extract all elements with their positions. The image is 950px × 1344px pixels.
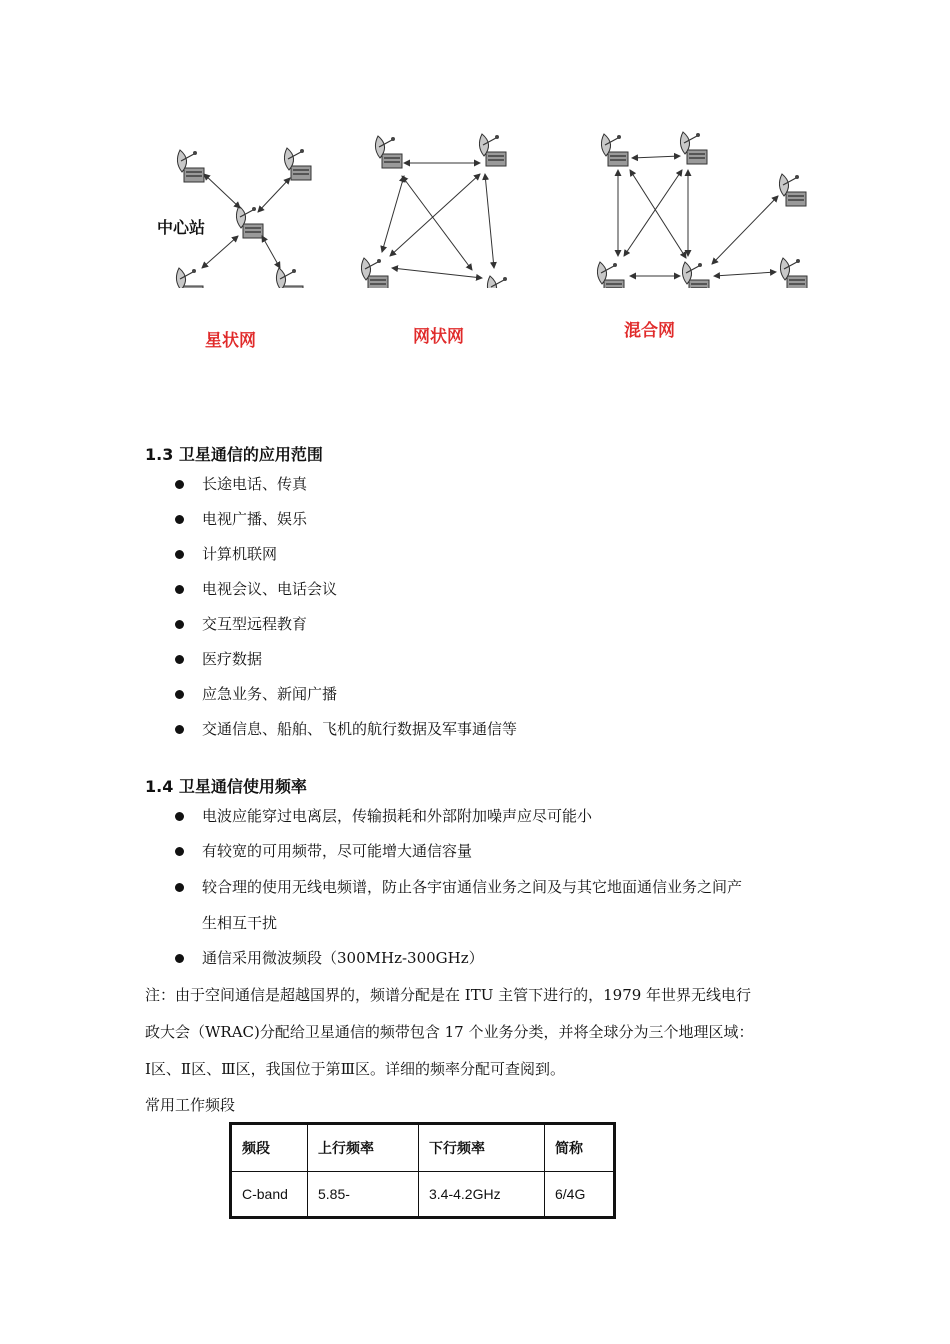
table-cell: 3.4-4.2GHz: [419, 1172, 545, 1218]
note-line-1: 注：由于空间通信是超越国界的，频谱分配是在 ITU 主管下进行的，1979 年世界无线电行: [145, 986, 752, 1004]
note-line-3: Ⅰ区、Ⅱ区、Ⅲ区，我国位于第Ⅲ区。详细的频率分配可查阅到。: [145, 1060, 566, 1078]
bullet-icon: [175, 812, 184, 821]
note-line-2: 政大会（WRAC)分配给卫星通信的频带包含 17 个业务分类，并将全球分为三个地理区域：: [145, 1023, 754, 1041]
bullet-icon: [175, 725, 184, 734]
bullet-icon: [175, 883, 184, 892]
table-row: [231, 1172, 615, 1218]
center-station-label: 中心站: [157, 218, 206, 237]
table-caption: 常用工作频段: [145, 1096, 236, 1114]
bullet-icon: [175, 480, 184, 489]
bullet-icon: [175, 585, 184, 594]
table-header-row: [231, 1124, 615, 1172]
table-header-cell: 频段: [231, 1124, 308, 1172]
bullet-icon: [175, 847, 184, 856]
bullet-icon: [175, 620, 184, 629]
section-heading-1-4: 1.4 卫星通信使用频率: [145, 777, 307, 796]
frequency-table: [229, 1122, 616, 1219]
bullet-icon: [175, 954, 184, 963]
star-network-label: 星状网: [205, 331, 256, 351]
mixed-network-diagram: [597, 132, 807, 288]
table-header-cell: 下行频率: [419, 1124, 545, 1172]
mesh-network-diagram: [361, 134, 514, 288]
table-cell: 6/4G: [545, 1172, 615, 1218]
table-cell: 5.85-: [308, 1172, 419, 1218]
bullet-icon: [175, 690, 184, 699]
bullet-icon: [175, 655, 184, 664]
table-header-cell: 简称: [545, 1124, 615, 1172]
section-heading-1-3: 1.3 卫星通信的应用范围: [145, 445, 323, 464]
table-header-cell: 上行频率: [308, 1124, 419, 1172]
bullet-icon: [175, 550, 184, 559]
network-topology-figure: [140, 118, 820, 288]
bullet-icon: [175, 515, 184, 524]
mixed-network-label: 混合网: [624, 321, 675, 341]
mesh-network-label: 网状网: [413, 327, 464, 347]
table-cell: C-band: [231, 1172, 308, 1218]
